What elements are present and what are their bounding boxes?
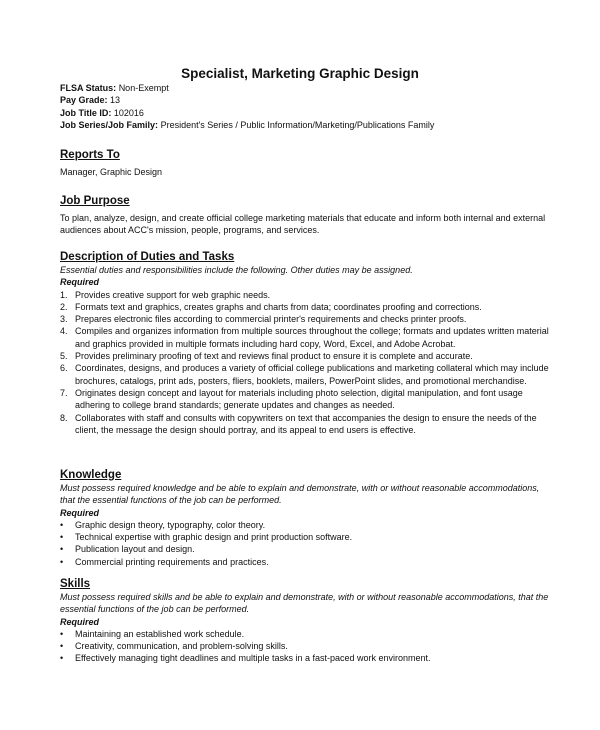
- list-item: [60, 519, 550, 531]
- list-marker: 8.: [60, 412, 68, 423]
- list-item: [60, 362, 550, 387]
- duties-list: [60, 289, 550, 437]
- list-marker: 1.: [60, 289, 68, 300]
- knowledge-list: [60, 519, 550, 568]
- list-item: [60, 556, 550, 568]
- knowledge-section: [60, 468, 550, 568]
- page-title: Specialist, Marketing Graphic Design: [181, 66, 419, 81]
- list-item: [60, 543, 550, 555]
- required-label: Required: [60, 616, 100, 627]
- list-marker: •: [60, 532, 64, 543]
- section-heading: Reports To: [60, 149, 120, 161]
- job-purpose-text: To plan, analyze, design, and create official college marketing materials that educate and inform both internal and external audiences about ACC's mission, people, programs, and services.: [60, 213, 546, 236]
- section-heading: Description of Duties and Tasks: [60, 251, 235, 263]
- list-item-text: Coordinates, designs, and produces a variety of official college publications and marketing collateral which may include brochures, catalogs, print ads, posters, fliers, booklets, mailers, PowerPoint slides, and promotional merchandise.: [75, 363, 549, 386]
- reports-to-text: Manager, Graphic Design: [60, 167, 163, 177]
- list-item: [60, 652, 550, 664]
- list-item: [60, 289, 550, 301]
- list-marker: •: [60, 556, 64, 567]
- list-item-text: Effectively managing tight deadlines and multiple tasks in a fast-paced work environment.: [75, 653, 431, 664]
- list-item-text: Prepares electronic files according to commercial printer's requirements and checks printer proofs.: [75, 314, 467, 325]
- list-marker: 3.: [60, 314, 68, 325]
- list-item-text: Creativity, communication, and problem-solving skills.: [75, 641, 288, 652]
- reports-to-section: [60, 148, 550, 178]
- list-marker: 2.: [60, 301, 68, 312]
- list-item-text: Collaborates with staff and consults with copywriters on text that accompanies the design to ensure the needs of the client, the message the design should portray, and its appeal to end users is effective.: [75, 412, 537, 435]
- field-job-title-id: Job Title ID: 102016: [60, 107, 144, 118]
- list-marker: 4.: [60, 326, 68, 337]
- list-item: [60, 350, 550, 362]
- list-marker: •: [60, 544, 64, 555]
- skills-intro: Must possess required skills and be able to explain and demonstrate, with or without reasonable accommodations, that the essential functions of the job can be performed.: [60, 592, 549, 615]
- knowledge-intro: Must possess required knowledge and be able to explain and demonstrate, with or without reasonable accommodations, that the essential functions of the job can be performed.: [60, 483, 540, 506]
- list-item-text: Originates design concept and layout for materials including photo selection, digital manipulation, and font usage adhering to college brand standards; generate updates and changes as needed.: [75, 387, 523, 411]
- list-item: [60, 301, 550, 313]
- list-item: [60, 412, 550, 437]
- list-item-text: Technical expertise with graphic design and print production software.: [75, 532, 353, 543]
- list-item-text: Maintaining an established work schedule.: [75, 628, 245, 639]
- list-item: [60, 387, 550, 412]
- list-marker: 7.: [60, 387, 68, 398]
- list-marker: 6.: [60, 363, 68, 374]
- job-fields: [60, 82, 550, 131]
- section-heading: Job Purpose: [60, 195, 130, 207]
- list-item-text: Commercial printing requirements and practices.: [75, 556, 269, 567]
- required-label: Required: [60, 277, 100, 288]
- list-marker: •: [60, 519, 64, 530]
- list-marker: •: [60, 641, 64, 652]
- list-item-text: Compiles and organizes information from multiple sources throughout the college; formats and updates written material and graphics provided in multiple formats including hard copy, Word, Excel, and Adobe Acrobat.: [75, 326, 549, 349]
- list-item-text: Provides creative support for web graphic needs.: [75, 289, 271, 300]
- list-item: [60, 531, 550, 543]
- skills-section: [60, 577, 550, 665]
- skills-list: [60, 628, 550, 665]
- list-item: [60, 313, 550, 325]
- field-pay-grade: Pay Grade: 13: [60, 95, 121, 106]
- list-item-text: Publication layout and design.: [75, 544, 195, 555]
- field-job-series: Job Series/Job Family: President's Series / Public Information/Marketing/Publications Family: [60, 119, 435, 130]
- list-marker: •: [60, 653, 64, 664]
- list-item: [60, 325, 550, 350]
- list-marker: 5.: [60, 351, 68, 362]
- section-heading: Knowledge: [60, 469, 122, 481]
- field-flsa: FLSA Status: Non-Exempt: [60, 83, 169, 93]
- job-purpose-section: [60, 194, 550, 237]
- duties-intro: Essential duties and responsibilities include the following. Other duties may be assigned.: [60, 265, 413, 275]
- list-item: [60, 628, 550, 640]
- list-item-text: Graphic design theory, typography, color theory.: [75, 519, 266, 530]
- list-item-text: Formats text and graphics, creates graphs and charts from data; coordinates proofing and corrections.: [75, 301, 482, 312]
- list-item: [60, 640, 550, 652]
- list-marker: •: [60, 628, 64, 639]
- required-label: Required: [60, 507, 100, 518]
- duties-section: [60, 250, 550, 436]
- section-heading: Skills: [60, 578, 91, 590]
- list-item-text: Provides preliminary proofing of text and reviews final product to ensure it is complete and accurate.: [75, 351, 473, 362]
